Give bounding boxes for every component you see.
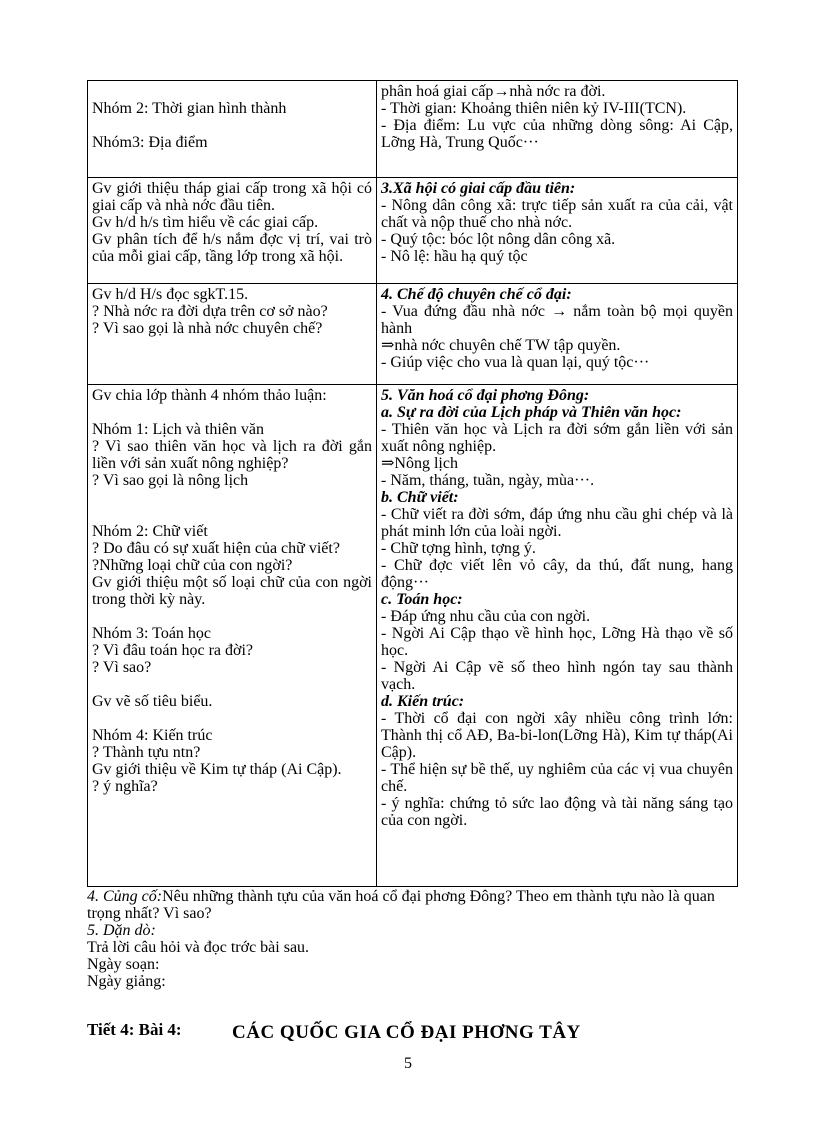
text-line: Nhóm 4: Kiến trúc — [92, 727, 213, 744]
table-row — [88, 385, 738, 887]
content-cell — [377, 81, 738, 178]
consolidation-line — [87, 888, 731, 922]
text-line: Gv giới thiệu tháp giai cấp trong xã hội có giai cấp và nhà nớc đầu tiên. — [92, 180, 372, 214]
text-line: - Chữ đợc viết lên vỏ cây, da thú, đất nung, hang động··· — [381, 557, 733, 591]
text-line: ⇒nhà nớc chuyên chế TW tập quyền. — [381, 337, 621, 354]
text-line: Nhóm3: Địa điểm — [92, 134, 208, 151]
subsection-heading: b. Chữ viết: — [381, 489, 459, 506]
lesson-table — [87, 80, 738, 887]
text-line: - Chữ tợng hình, tợng ý. — [381, 540, 536, 557]
text-line — [92, 83, 372, 100]
text-line: - Vua đứng đầu nhà nớc → nắm toàn bộ mọi quyền hành — [381, 303, 733, 337]
text-line: ?Những loại chữ của con ngời? — [92, 557, 293, 574]
text-line: - ý nghĩa: chứng tỏ sức lao động và tài năng sáng tạo của con ngời. — [381, 795, 733, 829]
subsection-heading: a. Sự ra đời của Lịch pháp và Thiên văn học: — [381, 404, 682, 421]
prep-date: Ngày soạn: — [87, 956, 160, 973]
text-line — [92, 710, 372, 727]
content-cell — [377, 284, 738, 385]
text-line: ? Vì sao? — [92, 659, 152, 676]
text-line: - Thiên văn học và Lịch ra đời sớm gắn liền với sản xuất nông nghiệp. — [381, 421, 733, 455]
text-line: Nhóm 2: Thời gian hình thành — [92, 100, 287, 117]
text-line: - Chữ viết ra đời sớm, đáp ứng nhu cầu ghi chép và là phát minh lớn của loài ngời. — [381, 506, 733, 540]
consolidation-text: Nêu những thành tựu của văn hoá cổ đại phơng Đông? Theo em thành tựu nào là quan trọng nhất? Vì sao? — [87, 888, 715, 922]
text-line — [92, 489, 372, 506]
text-line: Gv vẽ số tiêu biểu. — [92, 693, 213, 710]
text-line: ? Vì sao gọi là nhà nớc chuyên chế? — [92, 320, 323, 337]
section-heading: 3.Xã hội có giai cấp đầu tiên: — [381, 180, 576, 197]
text-line — [92, 404, 372, 421]
text-line — [92, 117, 372, 134]
text-line: - Địa điểm: Lu vực của những dòng sông: Ai Cập, Lỡng Hà, Trung Quốc··· — [381, 117, 733, 151]
subsection-heading: d. Kiến trúc: — [381, 693, 465, 710]
consolidation-label: 4. Củng cố: — [87, 888, 163, 905]
section-heading: 5. Văn hoá cổ đại phơng Đông: — [381, 387, 590, 404]
homework-label: 5. Dặn dò: — [87, 922, 156, 939]
table-row — [88, 178, 738, 284]
text-line: ⇒Nông lịch — [381, 455, 458, 472]
text-line: ? Vì sao gọi là nông lịch — [92, 472, 249, 489]
text-line: - Nông dân công xã: trực tiếp sản xuất ra của cải, vật chất và nộp thuế cho nhà nớc. — [381, 197, 733, 231]
subsection-heading: c. Toán học: — [381, 591, 463, 608]
text-line: phân hoá giai cấp→nhà nớc ra đời. — [381, 83, 606, 100]
text-line: Nhóm 1: Lịch và thiên văn — [92, 421, 264, 438]
text-line — [92, 676, 372, 693]
text-line: - Đáp ứng nhu cầu của con ngời. — [381, 608, 591, 625]
text-line: - Ngời Ai Cập thạo về hình học, Lỡng Hà thạo về số học. — [381, 625, 733, 659]
teacher-activity-cell — [88, 385, 377, 887]
text-line: Nhóm 2: Chữ viết — [92, 523, 208, 540]
text-line: - Thời gian: Khoảng thiên niên kỷ IV-III(TCN). — [381, 100, 687, 117]
text-line: ? Vì đâu toán học ra đời? — [92, 642, 253, 659]
text-line: Gv h/d H/s đọc sgkT.15. — [92, 286, 249, 303]
table-row — [88, 81, 738, 178]
text-line: - Ngời Ai Cập vẽ số theo hình ngón tay sau thành vạch. — [381, 659, 733, 693]
text-line: - Thể hiện sự bề thế, uy nghiêm của các vị vua chuyên chế. — [381, 761, 733, 795]
text-line: Gv chia lớp thành 4 nhóm thảo luận: — [92, 387, 327, 404]
teacher-activity-cell — [88, 178, 377, 284]
text-line: ? Thành tựu ntn? — [92, 744, 201, 761]
homework-text: Trả lời câu hỏi và đọc trớc bài sau. — [87, 939, 310, 956]
content-cell — [377, 178, 738, 284]
text-line: - Thời cổ đại con ngời xây nhiều công trình lớn: Thành thị cổ AĐ, Ba-bi-lon(Lỡng Hà), Kim tự tháp(Ai Cập). — [381, 710, 733, 761]
next-lesson-title — [87, 1020, 731, 1043]
lesson-label: Tiết 4: Bài 4: — [87, 1020, 182, 1039]
text-line: ? Nhà nớc ra đời dựa trên cơ sở nào? — [92, 303, 328, 320]
lesson-closing — [87, 888, 731, 990]
lesson-heading: CÁC QUỐC GIA CỔ ĐẠI PHƠNG TÂY — [232, 1022, 581, 1043]
text-line: ? Vì sao thiên văn học và lịch ra đời gắn liền với sản xuất nông nghiệp? — [92, 438, 372, 472]
text-line: Nhóm 3: Toán học — [92, 625, 212, 642]
text-line: - Năm, tháng, tuần, ngày, mùa···. — [381, 472, 595, 489]
text-line — [92, 608, 372, 625]
text-line: ? ý nghĩa? — [92, 778, 158, 795]
text-line: - Giúp việc cho vua là quan lại, quý tộc··· — [381, 354, 650, 371]
text-line — [92, 506, 372, 523]
text-line: Gv giới thiệu một số loại chữ của con ngời trong thời kỳ này. — [92, 574, 372, 608]
teach-date: Ngày giảng: — [87, 973, 166, 990]
text-line: - Quý tộc: bóc lột nông dân công xã. — [381, 231, 616, 248]
text-line: ? Do đâu có sự xuất hiện của chữ viết? — [92, 540, 340, 557]
table-row — [88, 284, 738, 385]
section-heading: 4. Chế độ chuyên chế cổ đại: — [381, 286, 572, 303]
text-line: Gv h/d h/s tìm hiểu về các giai cấp. — [92, 214, 319, 231]
page-number: 5 — [404, 1055, 412, 1072]
content-cell — [377, 385, 738, 887]
text-line: Gv phân tích để h/s nắm đợc vị trí, vai trò của mỗi giai cấp, tầng lớp trong xã hội. — [92, 231, 372, 265]
teacher-activity-cell — [88, 81, 377, 178]
text-line: - Nô lệ: hầu hạ quý tộc — [381, 248, 528, 265]
teacher-activity-cell — [88, 284, 377, 385]
text-line: Gv giới thiệu về Kim tự tháp (Ai Cập). — [92, 761, 342, 778]
